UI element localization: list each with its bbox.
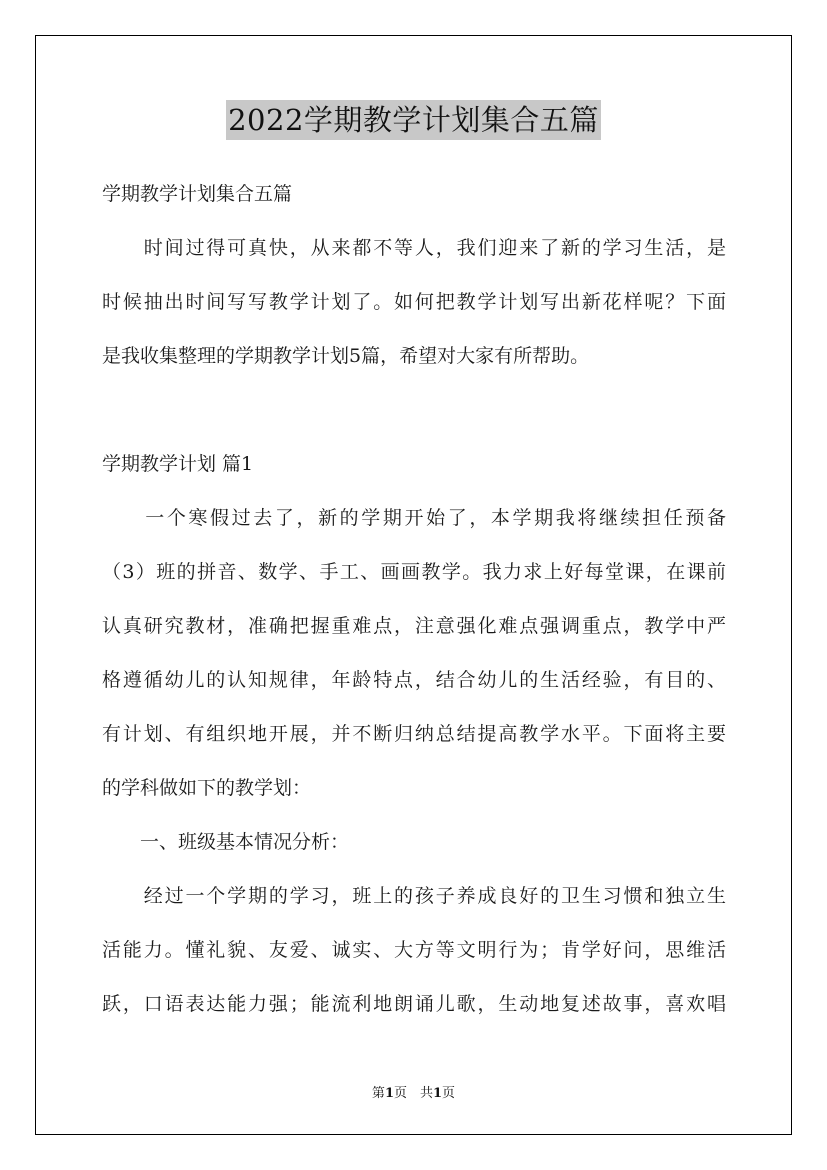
footer-page-mid: 页 共 bbox=[393, 1086, 433, 1101]
subtitle-line: 学期教学计划集合五篇 bbox=[102, 183, 293, 205]
paragraph-line: 一个寒假过去了，新的学期开始了，本学期我将继续担任预备 bbox=[102, 507, 726, 529]
section-heading: 学期教学计划 篇1 bbox=[102, 453, 254, 475]
paragraph-line: 时间过得可真快，从来都不等人，我们迎来了新的学习生活，是 bbox=[102, 237, 726, 259]
paragraph-line: 时候抽出时间写写教学计划了。如何把教学计划写出新花样呢？下面 bbox=[102, 291, 726, 313]
paragraph-line: 是我收集整理的学期教学计划5篇，希望对大家有所帮助。 bbox=[102, 345, 590, 367]
page-footer bbox=[0, 1082, 827, 1101]
paragraph-line: 认真研究教材，准确把握重难点，注意强化难点强调重点，教学中严 bbox=[102, 615, 726, 637]
paragraph-line: 跃，口语表达能力强；能流利地朗诵儿歌，生动地复述故事，喜欢唱 bbox=[102, 993, 726, 1015]
paragraph-line: 有计划、有组织地开展，并不断归纳总结提高教学水平。下面将主要 bbox=[102, 723, 726, 745]
document-title: 2022学期教学计划集合五篇 bbox=[226, 100, 601, 140]
subheading-line: 一、班级基本情况分析： bbox=[102, 831, 350, 853]
footer-page-prefix: 第 bbox=[371, 1086, 385, 1101]
paragraph-line: 的学科做如下的教学划： bbox=[102, 777, 312, 799]
title-container bbox=[0, 100, 827, 140]
paragraph-line: 经过一个学期的学习，班上的孩子养成良好的卫生习惯和独立生 bbox=[102, 885, 726, 907]
footer-page-suffix: 页 bbox=[442, 1086, 456, 1101]
paragraph-line: 格遵循幼儿的认知规律，年龄特点，结合幼儿的生活经验，有目的、 bbox=[102, 669, 726, 691]
paragraph-line: （3）班的拼音、数学、手工、画画教学。我力求上好每堂课，在课前 bbox=[102, 561, 726, 583]
paragraph-line: 活能力。懂礼貌、友爱、诚实、大方等文明行为；肯学好问，思维活 bbox=[102, 939, 726, 961]
footer-page-total: 1 bbox=[433, 1086, 443, 1101]
footer-page-current: 1 bbox=[384, 1086, 394, 1101]
